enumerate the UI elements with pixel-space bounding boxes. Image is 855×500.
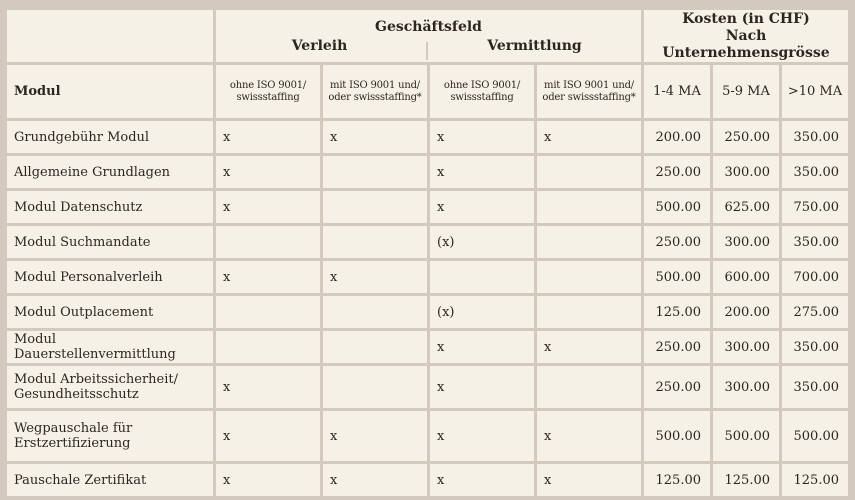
vermittlung-ohne-iso-cell: x — [430, 156, 534, 188]
verleih-ohne-iso-cell: x — [216, 464, 320, 496]
verleih-mit-iso-cell — [323, 366, 427, 408]
kosten-subtitle: Nach Unternehmensgrösse — [662, 27, 830, 61]
verleih-ohne-iso-cell — [216, 331, 320, 363]
vermittlung-ohne-iso-cell: (x) — [430, 226, 534, 258]
sub-header-line: swissstaffing — [236, 91, 300, 103]
price-1-4-cell: 250.00 — [644, 156, 710, 188]
table-row — [7, 366, 848, 408]
geschaeftsfeld-header — [216, 10, 641, 62]
table-row — [7, 464, 848, 496]
price-5-9-cell: 200.00 — [713, 296, 779, 328]
price-1-4-cell: 500.00 — [644, 411, 710, 461]
verleih-title: Verleih — [291, 38, 348, 54]
module-name-cell: Pauschale Zertifikat — [7, 464, 213, 496]
price-5-9-cell: 300.00 — [713, 331, 779, 363]
sub-header-line: swissstaffing — [450, 91, 514, 103]
price-5-9-cell: 600.00 — [713, 261, 779, 293]
table-row — [7, 226, 848, 258]
table-row — [7, 121, 848, 153]
module-name-cell: Modul Arbeitssicherheit/ Gesundheitsschutz — [7, 366, 213, 408]
price-1-4-cell: 500.00 — [644, 191, 710, 223]
sub-header-line: mit ISO 9001 und/ — [330, 79, 420, 91]
vermittlung-ohne-iso-cell: (x) — [430, 296, 534, 328]
header-row-sub — [7, 65, 848, 118]
price-1-4-cell: 250.00 — [644, 331, 710, 363]
module-name-cell: Modul Personalverleih — [7, 261, 213, 293]
vermittlung-mit-iso-cell: x — [537, 331, 641, 363]
size-5-9-header: 5-9 MA — [713, 65, 779, 118]
vermittlung-ohne-iso-cell: x — [430, 191, 534, 223]
vermittlung-ohne-iso-cell: x — [430, 366, 534, 408]
sub-header-line: oder swissstaffing* — [542, 91, 636, 103]
verleih-ohne-iso-cell: x — [216, 366, 320, 408]
modul-column-header: Modul — [7, 65, 213, 118]
module-name-cell: Modul Dauerstellenvermittlung — [7, 331, 213, 363]
verleih-mit-iso-cell — [323, 331, 427, 363]
verleih-mit-iso-cell: x — [323, 411, 427, 461]
verleih-ohne-iso-cell: x — [216, 261, 320, 293]
module-name-cell: Modul Datenschutz — [7, 191, 213, 223]
table-row — [7, 411, 848, 461]
vermittlung-mit-iso-cell: x — [537, 464, 641, 496]
module-name-cell: Modul Suchmandate — [7, 226, 213, 258]
vermittlung-mit-iso-cell — [537, 296, 641, 328]
verleih-ohne-iso-cell — [216, 226, 320, 258]
sub-header-line: ohne ISO 9001/ — [229, 79, 307, 91]
verleih-ohne-iso-cell: x — [216, 411, 320, 461]
header-empty-cell — [7, 10, 213, 62]
size-1-4-header: 1-4 MA — [644, 65, 710, 118]
vermittlung-mit-iso-cell — [537, 156, 641, 188]
price-5-9-cell: 125.00 — [713, 464, 779, 496]
verleih-ohne-iso-cell — [216, 296, 320, 328]
sub-header-line: ohne ISO 9001/ — [443, 79, 521, 91]
price-10-cell: 700.00 — [782, 261, 848, 293]
vermittlung-ohne-iso-cell: x — [430, 121, 534, 153]
geschaeftsfeld-title: Geschäftsfeld — [375, 19, 482, 35]
price-5-9-cell: 250.00 — [713, 121, 779, 153]
verleih-mit-iso-cell — [323, 191, 427, 223]
price-1-4-cell: 125.00 — [644, 296, 710, 328]
sub-header-line: oder swissstaffing* — [328, 91, 422, 103]
table-row — [7, 331, 848, 363]
vermittlung-mit-iso-cell — [537, 366, 641, 408]
verleih-mit-iso-cell — [323, 226, 427, 258]
price-10-cell: 500.00 — [782, 411, 848, 461]
vermittlung-title: Vermittlung — [487, 38, 582, 54]
table-row — [7, 191, 848, 223]
price-table — [4, 7, 851, 499]
price-10-cell: 350.00 — [782, 121, 848, 153]
vermittlung-ohne-iso-header — [430, 65, 534, 118]
price-1-4-cell: 250.00 — [644, 366, 710, 408]
module-name-cell: Modul Outplacement — [7, 296, 213, 328]
verleih-mit-iso-cell: x — [323, 261, 427, 293]
sub-header-line: mit ISO 9001 und/ — [544, 79, 634, 91]
table-body — [7, 121, 848, 496]
price-10-cell: 350.00 — [782, 156, 848, 188]
vermittlung-ohne-iso-cell: x — [430, 331, 534, 363]
module-name-cell: Wegpauschale für Erstzertifizierung — [7, 411, 213, 461]
price-1-4-cell: 200.00 — [644, 121, 710, 153]
size-10-header: >10 MA — [782, 65, 848, 118]
verleih-ohne-iso-header — [216, 65, 320, 118]
module-name-cell: Grundgebühr Modul — [7, 121, 213, 153]
table-row — [7, 296, 848, 328]
verleih-mit-iso-cell — [323, 296, 427, 328]
price-10-cell: 350.00 — [782, 331, 848, 363]
price-1-4-cell: 125.00 — [644, 464, 710, 496]
vermittlung-mit-iso-cell — [537, 191, 641, 223]
verleih-mit-iso-cell: x — [323, 464, 427, 496]
price-10-cell: 125.00 — [782, 464, 848, 496]
price-10-cell: 350.00 — [782, 226, 848, 258]
price-5-9-cell: 300.00 — [713, 226, 779, 258]
price-1-4-cell: 250.00 — [644, 226, 710, 258]
price-5-9-cell: 625.00 — [713, 191, 779, 223]
verleih-ohne-iso-cell: x — [216, 191, 320, 223]
price-10-cell: 350.00 — [782, 366, 848, 408]
header-row-top — [7, 10, 848, 62]
vermittlung-ohne-iso-cell — [430, 261, 534, 293]
module-name-cell: Allgemeine Grundlagen — [7, 156, 213, 188]
verleih-ohne-iso-cell: x — [216, 156, 320, 188]
verleih-mit-iso-cell: x — [323, 121, 427, 153]
vermittlung-mit-iso-cell: x — [537, 121, 641, 153]
verleih-mit-iso-cell — [323, 156, 427, 188]
vermittlung-ohne-iso-cell: x — [430, 411, 534, 461]
price-5-9-cell: 500.00 — [713, 411, 779, 461]
price-1-4-cell: 500.00 — [644, 261, 710, 293]
table-row — [7, 156, 848, 188]
vermittlung-ohne-iso-cell: x — [430, 464, 534, 496]
kosten-title: Kosten (in CHF) — [682, 10, 810, 27]
kosten-header — [644, 10, 848, 62]
verleih-ohne-iso-cell: x — [216, 121, 320, 153]
vermittlung-mit-iso-header — [537, 65, 641, 118]
vermittlung-mit-iso-cell: x — [537, 411, 641, 461]
vermittlung-mit-iso-cell — [537, 226, 641, 258]
price-10-cell: 750.00 — [782, 191, 848, 223]
price-10-cell: 275.00 — [782, 296, 848, 328]
vermittlung-mit-iso-cell — [537, 261, 641, 293]
price-5-9-cell: 300.00 — [713, 156, 779, 188]
table-row — [7, 261, 848, 293]
price-5-9-cell: 300.00 — [713, 366, 779, 408]
verleih-mit-iso-header — [323, 65, 427, 118]
